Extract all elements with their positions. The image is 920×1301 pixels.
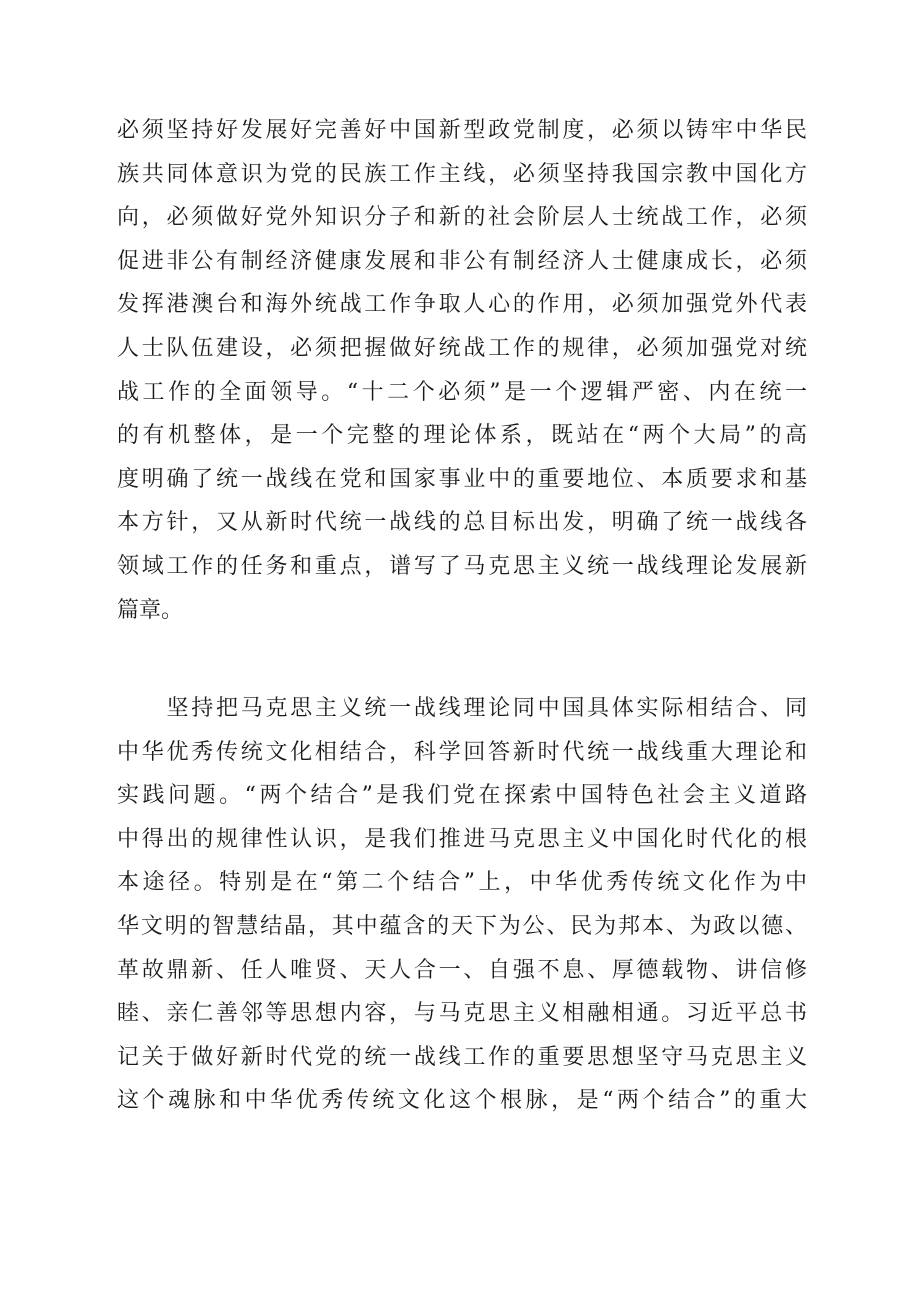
text-line: 领域工作的任务和重点，谱写了马克思主义统一战线理论发展新 bbox=[117, 553, 807, 579]
text-line: 革故鼎新、任人唯贤、天人合一、自强不息、厚德载物、讲信修 bbox=[117, 957, 807, 983]
paragraph-1 bbox=[117, 109, 807, 632]
text-line: 促进非公有制经济健康发展和非公有制经济人士健康成长，必须 bbox=[117, 248, 807, 274]
text-line: 坚持把马克思主义统一战线理论同中国具体实际相结合、同 bbox=[117, 696, 807, 721]
text-line: 人士队伍建设，必须把握做好统战工作的规律，必须加强党对统 bbox=[117, 335, 807, 361]
text-line: 发挥港澳台和海外统战工作争取人心的作用，必须加强党外代表 bbox=[117, 292, 807, 318]
text-line: 的有机整体，是一个完整的理论体系，既站在“两个大局”的高 bbox=[117, 423, 807, 449]
text-line: 必须坚持好发展好完善好中国新型政党制度，必须以铸牢中华民 bbox=[117, 118, 807, 143]
text-line: 族共同体意识为党的民族工作主线，必须坚持我国宗教中国化方 bbox=[117, 161, 807, 187]
text-line: 本方针，又从新时代统一战线的总目标出发，明确了统一战线各 bbox=[117, 510, 807, 536]
text-line: 篇章。 bbox=[117, 597, 184, 623]
text-line: 战工作的全面领导。“十二个必须”是一个逻辑严密、内在统一 bbox=[117, 379, 807, 405]
text-line: 向，必须做好党外知识分子和新的社会阶层人士统战工作，必须 bbox=[117, 205, 807, 231]
text-line: 华文明的智慧结晶，其中蕴含的天下为公、民为邦本、为政以德、 bbox=[117, 913, 807, 939]
text-line: 这个魂脉和中华优秀传统文化这个根脉，是“两个结合”的重大 bbox=[117, 1088, 807, 1114]
text-line: 本途径。特别是在“第二个结合”上，中华优秀传统文化作为中 bbox=[117, 870, 807, 896]
paragraph-2 bbox=[117, 687, 807, 1123]
text-line: 度明确了统一战线在党和国家事业中的重要地位、本质要求和基 bbox=[117, 466, 807, 492]
text-line: 睦、亲仁善邻等思想内容，与马克思主义相融相通。习近平总书 bbox=[117, 1001, 807, 1027]
text-line: 中华优秀传统文化相结合，科学回答新时代统一战线重大理论和 bbox=[117, 739, 807, 765]
text-line: 记关于做好新时代党的统一战线工作的重要思想坚守马克思主义 bbox=[117, 1044, 807, 1070]
text-line: 中得出的规律性认识，是我们推进马克思主义中国化时代化的根 bbox=[117, 826, 807, 852]
text-line: 实践问题。“两个结合”是我们党在探索中国特色社会主义道路 bbox=[117, 783, 807, 809]
